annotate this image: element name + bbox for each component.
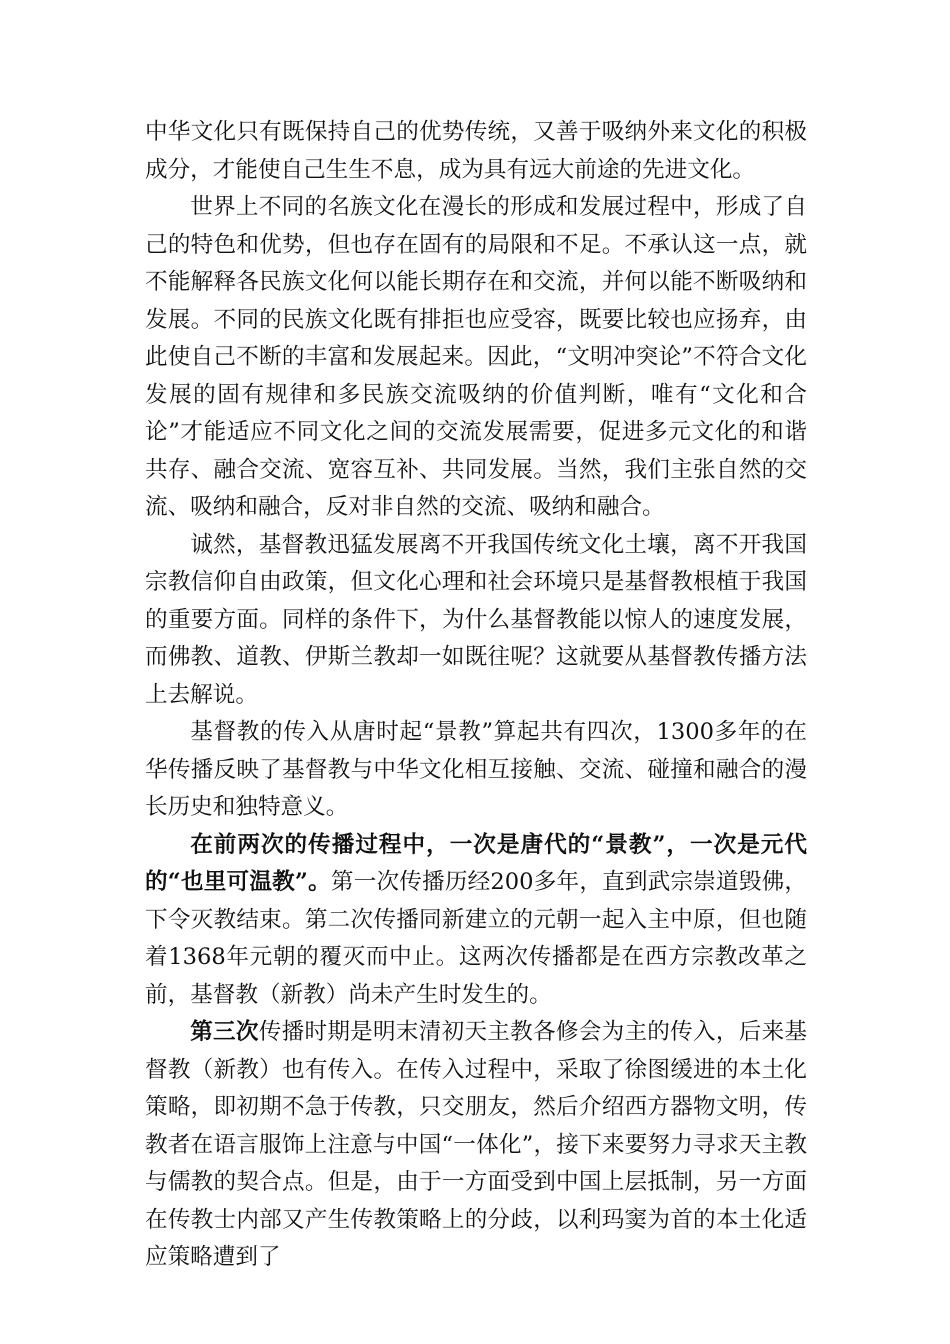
- paragraph-2: 世界上不同的名族文化在漫长的形成和发展过程中，形成了自己的特色和优势，但也存在固有的局限和不足。不承认这一点，就不能解释各民族文化何以能长期存在和交流，并何以能不断吸纳和发展。不同的民族文化既有排拒也应受容，既要比较也应扬弃，由此使自己不断的丰富和发展起来。因此，“文明冲突论”不符合文化发展的固有规律和多民族交流吸纳的价值判断，唯有“文化和合论”才能适应不同文化之间的交流发展需要，促进多元文化的和谐共存、融合交流、宽容互补、共同发展。当然，我们主张自然的交流、吸纳和融合，反对非自然的交流、吸纳和融合。: [145, 194, 807, 520]
- paragraph-6-body: 传播时期是明末清初天主教各修会为主的传入，后来基督教（新教）也有传入。在传入过程中，采取了徐图缓进的本土化策略，即初期不急于传教，只交朋友，然后介绍西方器物文明，传教者在语言服饰上注意与中国“一体化”，接下来要努力寻求天主教与儒教的契合点。但是，由于一方面受到中国上层抵制，另一方面在传教士内部又产生传教策略上的分歧，以利玛窦为首的本土化适应策略遭到了: [145, 1019, 808, 1270]
- paragraph-1: 中华文化只有既保持自己的优势传统，又善于吸纳外来文化的积极成分，才能使自己生生不息，成为具有远大前途的先进文化。: [145, 119, 807, 183]
- document-page: [145, 114, 807, 1277]
- paragraph-5: [145, 827, 807, 1015]
- paragraph-6-bold-lead: 第三次: [190, 1019, 259, 1045]
- paragraph-5-body: 第一次传播历经200多年，直到武宗崇道毁佛，下令灭教结束。第二次传播同新建立的元朝一起入主中原，但也随着1368年元朝的覆灭而中止。这两次传播都是在西方宗教改革之前，基督教（新教）尚未产生时发生的。: [145, 869, 808, 1008]
- paragraph-4: 基督教的传入从唐时起“景教”算起共有四次，1300多年的在华传播反映了基督教与中华文化相互接触、交流、碰撞和融合的漫长历史和独特意义。: [145, 719, 807, 820]
- paragraph-3: 诚然，基督教迅猛发展离不开我国传统文化土壤，离不开我国宗教信仰自由政策，但文化心理和社会环境只是基督教根植于我国的重要方面。同样的条件下，为什么基督教能以惊人的速度发展，而佛教、道教、伊斯兰教却一如既往呢？这就要从基督教传播方法上去解说。: [145, 531, 807, 708]
- paragraph-6: [145, 1014, 807, 1277]
- paragraph-5-bold-lead: 在前两次的传播过程中，一次是唐代的“景教”，一次是元代的“也里可温教”。: [145, 831, 807, 895]
